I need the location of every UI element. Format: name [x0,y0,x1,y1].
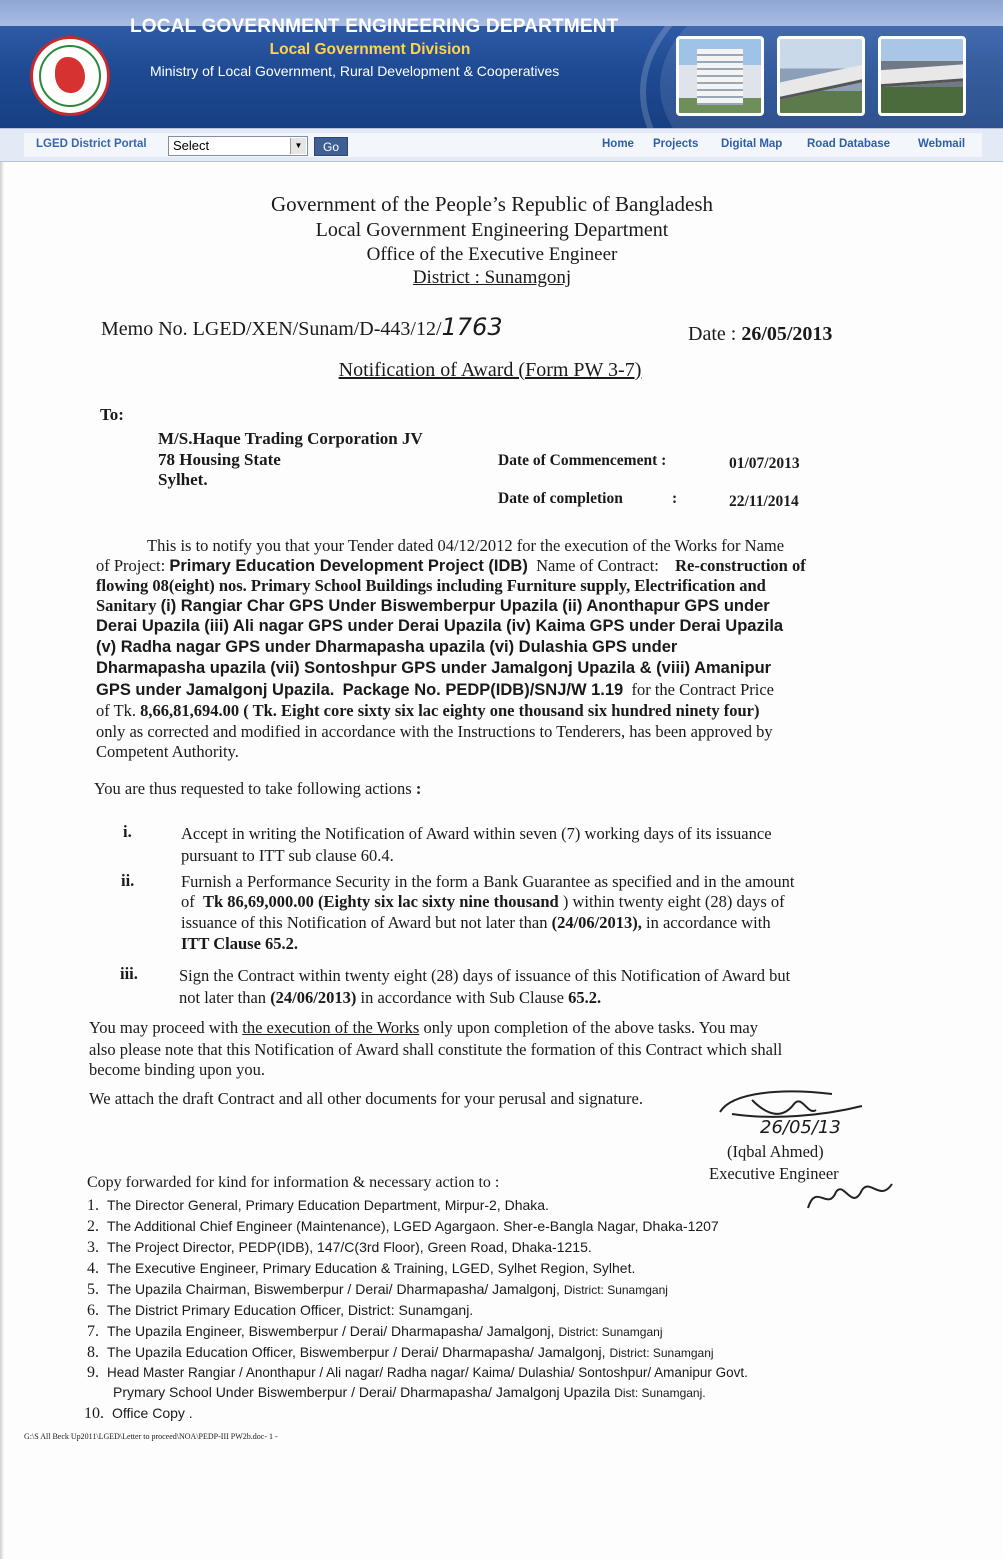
district-select[interactable] [168,136,308,156]
copy-10: 10. Office Copy . [84,1405,193,1422]
copy-5: 5. The Upazila Chairman, Biswemberpur / Derai/ Dharmapasha/ Jamalgonj, District: Sunamganj [87,1281,668,1298]
letter-department: Local Government Engineering Department [315,219,669,241]
copy-7: 7. The Upazila Engineer, Biswemberpur / Derai/ Dharmapasha/ Jamalgonj, District: Sunamganj [87,1323,663,1340]
request-line: You are thus requested to take following actions : [94,779,422,798]
contract-price: 8,66,81,694.00 ( Tk. Eight core sixty six lac eighty one thousand six hundred ninety four) [140,701,760,720]
body-line-5: Derai Upazila (iii) Ali nagar GPS under Derai Upazila (iv) Kaima GPS under Derai Upazila [96,617,784,635]
copy-1: 1. The Director General, Primary Education Department, Mirpur-2, Dhaka. [87,1197,549,1214]
memo-number: Memo No. LGED/XEN/Sunam/D-443/12/1763 [101,313,503,341]
flyover-photo [777,36,865,116]
letter-date: Date : 26/05/2013 [688,323,833,345]
commencement-value: 01/07/2013 [729,455,800,472]
commencement-label: Date of Commencement : [498,452,667,469]
proceed-line-3: become binding upon you. [89,1060,265,1079]
body-line-11: Competent Authority. [96,742,239,761]
works-reference: the execution of the Works [242,1018,420,1037]
action-2-line-2: of Tk 86,69,000.00 (Eighty six lac sixty nine thousand ) within twenty eight (28) days of [181,892,785,911]
performance-security-amount: Tk 86,69,000.00 (Eighty six lac sixty nine thousand [203,892,559,911]
attach-line: We attach the draft Contract and all other documents for your perusal and signature. [89,1089,643,1108]
memo-handwritten-number: 1763 [441,313,503,341]
chevron-down-icon[interactable]: ▼ [290,138,306,154]
body-line-2: of Project: Primary Education Development Project (IDB) Name of Contract: Re-construction of [96,556,806,575]
copy-9: 9. Head Master Rangiar / Anonthapur / Ali nagar/ Radha nagar/ Kaima/ Dulashia/ Sontoshpur/ Amanipur Govt. [87,1364,748,1381]
site-ministry: Ministry of Local Government, Rural Development & Cooperatives [150,63,560,79]
body-line-7: Dharmapasha upazila (vii) Sontoshpur GPS under Jamalgonj Upazila & (viii) Amanipur [96,659,772,677]
copy-9-line-2: Prymary School Under Biswemberpur / Derai/ Dharmapasha/ Jamalgonj Upazila Dist: Sunamganj. [113,1384,706,1400]
letter-government: Government of the People’s Republic of Bangladesh [270,192,714,216]
completion-colon: : [672,490,678,507]
body-line-10: only as corrected and modified in accordance with the Instructions to Tenderers, has been approved by [96,722,773,741]
completion-label: Date of completion [498,490,623,507]
body-line-4: Sanitary (i) Rangiar Char GPS Under Biswemberpur Upazila (ii) Anonthapur GPS under [96,596,770,615]
copy-intro: Copy forwarded for kind for information & necessary action to : [87,1174,500,1191]
signature-date: 26/05/13 [760,1117,841,1138]
building-photo [676,36,764,116]
go-button[interactable]: Go [314,137,348,156]
body-line-1: This is to notify you that your Tender dated 04/12/2012 for the execution of the Works for Name [147,536,785,555]
action-2-line-1: Furnish a Performance Security in the form a Bank Guarantee as specified and in the amount [181,872,795,891]
nav-road-database[interactable]: Road Database [807,138,891,150]
copy-6: 6. The District Primary Education Officer, District: Sunamganj. [87,1302,474,1319]
letter-subject: Notification of Award (Form PW 3-7) [338,359,642,381]
action-1-line-2: pursuant to ITT sub clause 60.4. [181,846,394,865]
action-3-number: iii. [120,964,138,983]
project-name: Primary Education Development Project (IDB) [169,557,528,575]
site-title: LOCAL GOVERNMENT ENGINEERING DEPARTMENT [130,16,619,37]
signer-title: Executive Engineer [709,1164,839,1183]
action-2-line-4: ITT Clause 65.2. [181,934,299,953]
proceed-line-1: You may proceed with the execution of the Works only upon completion of the above tasks. You may [89,1018,758,1037]
lged-logo[interactable] [30,36,110,116]
file-path-footer: G:\S All Beck Up2011\LGED\Letter to proceed\NOA\PEDP-III PW2b.doc- 1 - [24,1432,278,1441]
letter-district: District : Sunamgonj [412,267,572,288]
action-1-number: i. [123,822,132,841]
nav-digital-map[interactable]: Digital Map [721,138,783,150]
district-select-value: Select [173,138,210,153]
nav-projects[interactable]: Projects [653,138,699,150]
addressee-line-2: 78 Housing State [158,450,281,469]
initials-scribble [800,1172,905,1222]
letter-office: Office of the Executive Engineer [366,244,618,265]
district-portal-label: LGED District Portal [36,138,147,150]
body-line-6: (v) Radha nagar GPS under Dharmapasha upazila (vi) Dulashia GPS under [96,638,678,656]
nav-home[interactable]: Home [602,138,634,150]
bangladesh-map-icon [55,57,85,93]
action-2-number: ii. [121,871,135,890]
addressee-line-1: M/S.Haque Trading Corporation JV [158,429,423,448]
signer-name: (Iqbal Ahmed) [727,1142,824,1161]
proceed-line-2: also please note that this Notification of Award shall constitute the formation of this Contract which shall [89,1040,783,1059]
action-2-line-3: issuance of this Notification of Award but not later than (24/06/2013), in accordance with [181,913,771,932]
addressee-line-3: Sylhet. [158,470,208,489]
copy-3: 3. The Project Director, PEDP(IDB), 147/C(3rd Floor), Green Road, Dhaka-1215. [87,1239,592,1256]
to-label: To: [100,405,124,424]
site-division: Local Government Division [269,41,471,58]
action-3-line-2: not later than (24/06/2013) in accordance with Sub Clause 65.2. [179,988,602,1007]
copy-4: 4. The Executive Engineer, Primary Education & Training, LGED, Sylhet Region, Sylhet. [87,1260,636,1277]
copy-8: 8. The Upazila Education Officer, Biswemberpur / Derai/ Dharmapasha/ Jamalgonj, District: Sunamganj [87,1344,714,1361]
body-line-8: GPS under Jamalgonj Upazila. Package No. PEDP(IDB)/SNJ/W 1.19 for the Contract Price [96,680,774,699]
copy-2: 2. The Additional Chief Engineer (Maintenance), LGED Agargaon. Sher-e-Bangla Nagar, Dhaka-1207 [87,1218,719,1235]
scanned-letter [0,162,1003,1559]
body-line-3: flowing 08(eight) nos. Primary School Buildings including Furniture supply, Electrification and [96,576,766,595]
completion-value: 22/11/2014 [729,493,799,510]
nav-webmail[interactable]: Webmail [918,138,966,150]
action-1-line-1: Accept in writing the Notification of Award within seven (7) working days of its issuance [181,824,772,843]
action-3-line-1: Sign the Contract within twenty eight (28) days of issuance of this Notification of Award but [179,966,791,985]
body-line-9: of Tk. 8,66,81,694.00 ( Tk. Eight core sixty six lac eighty one thousand six hundred ninety four) [96,701,760,720]
package-number: Package No. PEDP(IDB)/SNJ/W 1.19 [342,681,624,699]
bridge-photo [878,36,966,116]
